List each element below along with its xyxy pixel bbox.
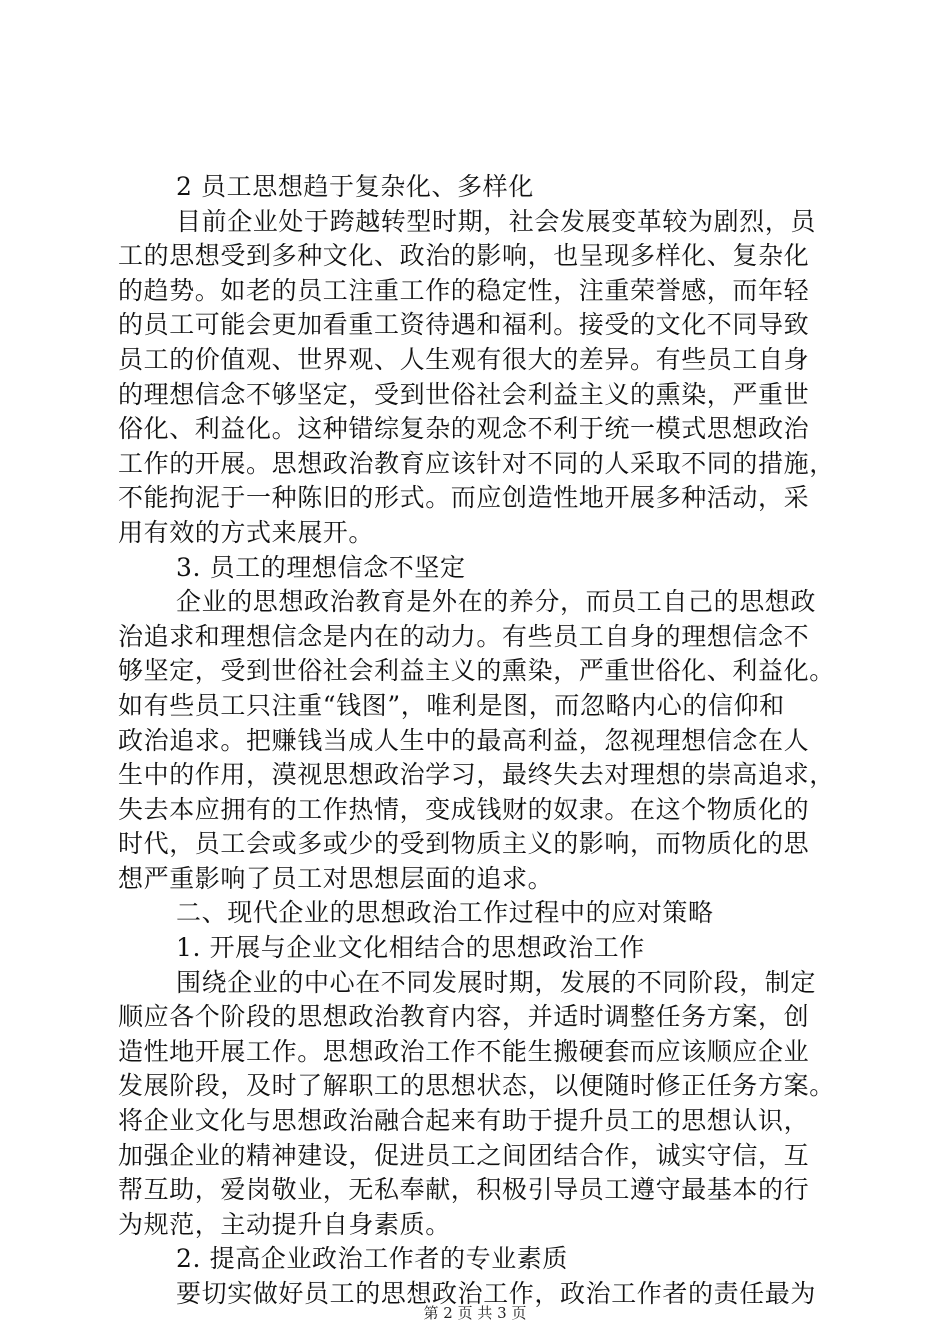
text-line: 围绕企业的中心在不同发展时期，发展的不同阶段，制定 [176,967,817,997]
text-line: 员工的价值观、世界观、人生观有很大的差异。有些员工自身 [118,344,810,374]
text-line: 将企业文化与思想政治融合起来有助于提升员工的思想认识， [118,1106,810,1136]
text-line: 用有效的方式来展开。 [118,517,375,547]
text-line: 3. 员工的理想信念不坚定 [176,552,466,582]
text-line: 够坚定，受到世俗社会利益主义的熏染，严重世俗化、利益化。 [118,656,835,686]
text-line: 如有些员工只注重“钱图”，唯利是图，而忽略内心的信仰和 [118,690,785,720]
text-line: 工的思想受到多种文化、政治的影响，也呈现多样化、复杂化 [118,241,810,271]
text-line: 的理想信念不够坚定，受到世俗社会利益主义的熏染，严重世 [118,379,810,409]
text-line: 的员工可能会更加看重工资待遇和福利。接受的文化不同导致 [118,310,810,340]
text-line: 想严重影响了员工对思想层面的追求。 [118,863,554,893]
text-line: 不能拘泥于一种陈旧的形式。而应创造性地开展多种活动，采 [118,483,810,513]
text-line: 帮互助，爱岗敬业，无私奉献，积极引导员工遵守最基本的行 [118,1175,810,1205]
text-line: 2 员工思想趋于复杂化、多样化 [176,172,534,201]
text-line: 为规范，主动提升自身素质。 [118,1209,451,1239]
text-line: 的趋势。如老的员工注重工作的稳定性，注重荣誉感，而年轻 [118,275,810,305]
text-line: 二、现代企业的思想政治工作过程中的应对策略 [176,898,714,928]
text-line: 生中的作用，漠视思想政治学习，最终失去对理想的崇高追求， [118,760,835,790]
text-line: 失去本应拥有的工作热情，变成钱财的奴隶。在这个物质化的 [118,794,810,824]
text-line: 加强企业的精神建设，促进员工之间团结合作，诚实守信，互 [118,1140,810,1170]
document-body [118,170,838,1312]
text-line: 目前企业处于跨越转型时期，社会发展变革较为剧烈，员 [176,206,817,236]
text-line: 1. 开展与企业文化相结合的思想政治工作 [176,933,645,963]
page-footer: 第 2 页 共 3 页 [423,1304,527,1322]
text-line: 造性地开展工作。思想政治工作不能生搬硬套而应该顺应企业 [118,1036,810,1066]
text-line: 时代，员工会或多或少的受到物质主义的影响，而物质化的思 [118,829,810,859]
text-line: 顺应各个阶段的思想政治教育内容，并适时调整任务方案，创 [118,1002,810,1032]
text-line: 政治追求。把赚钱当成人生中的最高利益，忽视理想信念在人 [118,725,810,755]
text-line: 俗化、利益化。这种错综复杂的观念不利于统一模式思想政治 [118,414,810,444]
text-line: 企业的思想政治教育是外在的养分，而员工自己的思想政 [176,587,817,617]
text-line: 治追求和理想信念是内在的动力。有些员工自身的理想信念不 [118,621,810,651]
text-line: 2. 提高企业政治工作者的专业素质 [176,1244,569,1274]
text-line: 发展阶段，及时了解职工的思想状态，以便随时修正任务方案。 [118,1071,835,1101]
text-line: 要切实做好员工的思想政治工作，政治工作者的责任最为 [176,1279,817,1308]
text-line: 工作的开展。思想政治教育应该针对不同的人采取不同的措施， [118,448,835,478]
